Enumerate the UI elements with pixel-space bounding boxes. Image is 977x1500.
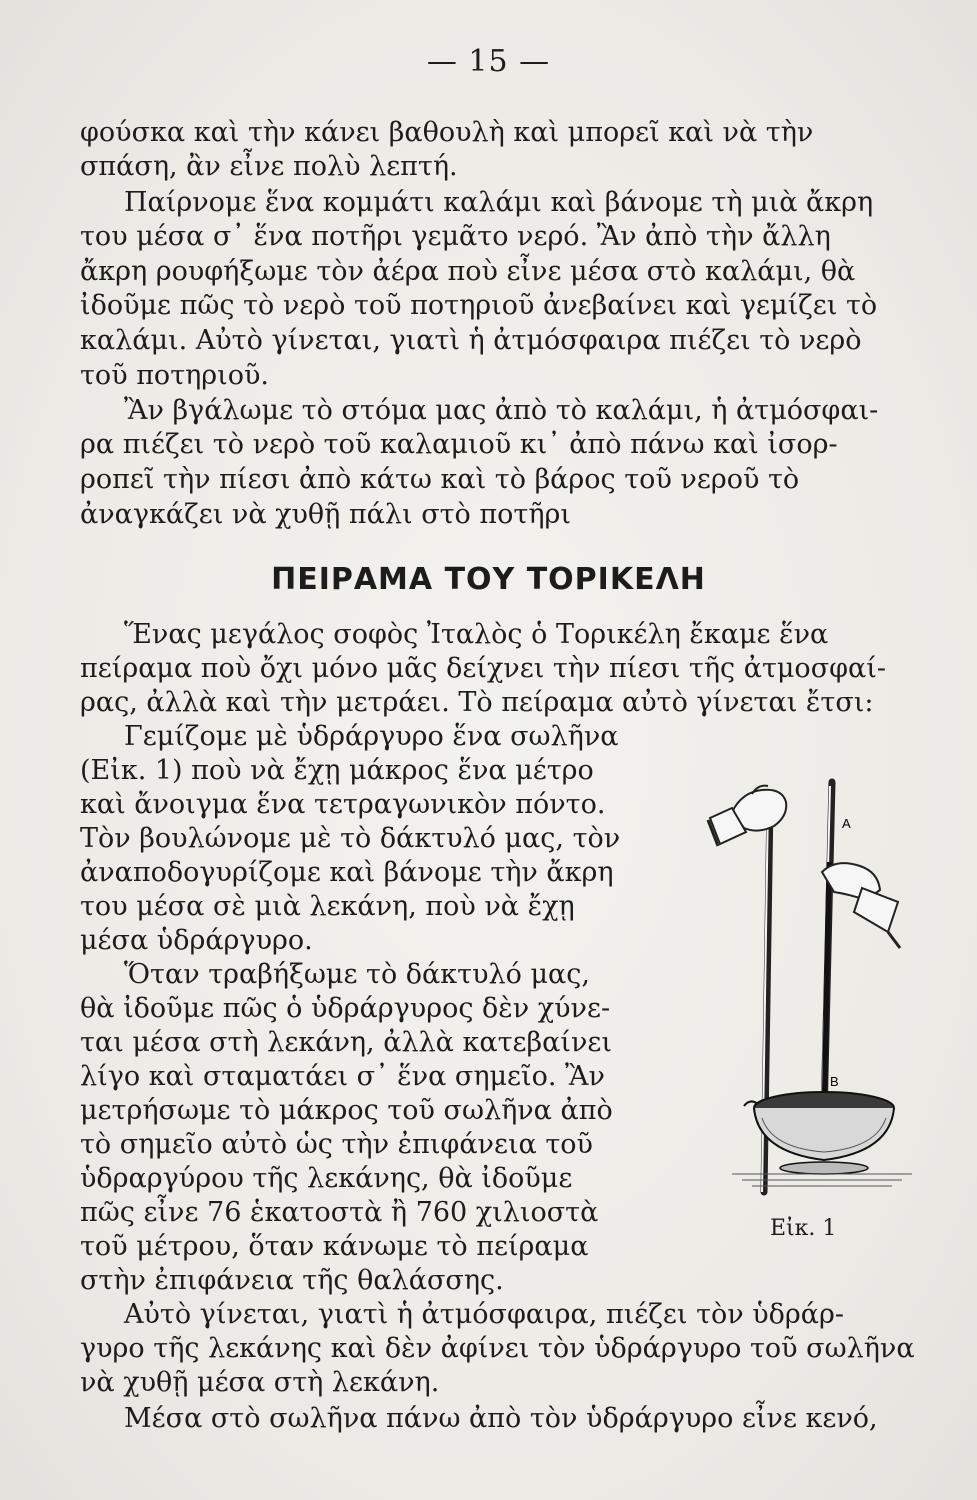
text-line: πῶς εἶνε 76 ἑκατοστὰ ἢ 760 χιλιοστὰ xyxy=(80,1197,599,1228)
text-line: πείραμα ποὺ ὄχι μόνο μᾶς δείχνει τὴν πίεσι τῆς ἀτμοσφαί- xyxy=(80,653,886,684)
text-line: ρας, ἀλλὰ καὶ τὴν μετράει. Τὸ πείραμα αὐτὸ γίνεται ἔτσι: xyxy=(80,687,874,718)
text-line: μέσα ὑδράργυρο. xyxy=(80,925,313,956)
text-line: καὶ ἄνοιγμα ἕνα τετραγωνικὸν πόντο. xyxy=(80,789,606,820)
text-line: γυρο τῆς λεκάνης καὶ δὲν ἀφίνει τὸν ὑδράργυρο τοῦ σωλῆνα xyxy=(80,1333,915,1364)
label-b: Β xyxy=(830,1074,839,1089)
text-line: ἀναποδογυρίζομε καὶ βάνομε τὴν ἄκρη xyxy=(80,857,614,888)
text-line: σπάση, ἂν εἶνε πολὺ λεπτή. xyxy=(80,151,458,182)
text-line: καλάμι. Αὐτὸ γίνεται, γιατὶ ἡ ἀτμόσφαιρα πιέζει τὸ νερὸ xyxy=(80,325,862,356)
text-line: (Εἰκ. 1) ποὺ νὰ ἔχῃ μάκρος ἕνα μέτρο xyxy=(80,755,594,786)
text-line: τοῦ ποτηριοῦ. xyxy=(80,360,270,391)
right-hand-icon xyxy=(822,863,900,948)
text-line: Τὸν βουλώνομε μὲ τὸ δάκτυλό μας, τὸν xyxy=(80,823,621,854)
torricelli-figure xyxy=(702,772,920,1212)
text-line: ἰδοῦμε πῶς τὸ νερὸ τοῦ ποτηριοῦ ἀνεβαίνει καὶ γεμίζει τὸ xyxy=(80,290,878,321)
text-line: τοῦ μέτρου, ὅταν κάνωμε τὸ πείραμα xyxy=(80,1231,589,1262)
text-line: στὴν ἐπιφάνεια τῆς θαλάσσης. xyxy=(80,1265,504,1296)
text-line: ται μέσα στὴ λεκάνη, ἀλλὰ κατεβαίνει xyxy=(80,1027,612,1058)
left-hand-icon xyxy=(708,786,786,846)
text-line: λίγο καὶ σταματάει σ᾽ ἕνα σημεῖο. Ἂν xyxy=(80,1061,605,1092)
text-line: ὑδραργύρου τῆς λεκάνης, θὰ ἰδοῦμε xyxy=(80,1163,573,1194)
page-number: — 15 — xyxy=(426,44,551,79)
text-line: Παίρνομε ἕνα κομμάτι καλάμι καὶ βάνομε τὴ μιὰ ἄκρη xyxy=(124,187,874,218)
text-line: Ἕνας μεγάλος σοφὸς Ἰταλὸς ὁ Τορικέλη ἔκαμε ἕνα xyxy=(124,619,829,650)
ground-hatching xyxy=(732,1174,912,1186)
text-line: θὰ ἰδοῦμε πῶς ὁ ὑδράργυρος δὲν χύνε- xyxy=(80,993,611,1024)
text-line: μετρήσωμε τὸ μάκρος τοῦ σωλῆνα ἀπὸ xyxy=(80,1095,613,1126)
text-line: τὸ σημεῖο αὐτὸ ὡς τὴν ἐπιφάνεια τοῦ xyxy=(80,1129,593,1160)
text-line: του μέσα σ᾽ ἕνα ποτῆρι γεμᾶτο νερό. Ἂν ἀπὸ τὴν ἄλλη xyxy=(80,221,831,252)
text-line: Μέσα στὸ σωλῆνα πάνω ἀπὸ τὸν ὑδράργυρο εἶνε κενό, xyxy=(124,1403,878,1434)
text-line: του μέσα σὲ μιὰ λεκάνη, ποὺ νὰ ἔχῃ xyxy=(80,891,575,922)
text-line: Ἂν βγάλωμε τὸ στόμα μας ἀπὸ τὸ καλάμι, ἡ ἀτμόσφαι- xyxy=(124,395,879,426)
text-line: Αὐτὸ γίνεται, γιατὶ ἡ ἀτμόσφαιρα, πιέζει τὸν ὑδράρ- xyxy=(124,1299,845,1330)
section-title: ΠΕΙΡΑΜΑ ΤΟΥ ΤΟΡΙΚΕΛΗ xyxy=(271,562,706,597)
label-a: Α xyxy=(842,816,851,831)
text-line: ἀναγκάζει νὰ χυθῇ πάλι στὸ ποτῆρι xyxy=(80,499,571,530)
text-line: Ὅταν τραβήξωμε τὸ δάκτυλό μας, xyxy=(124,959,590,990)
text-line: ροπεῖ τὴν πίεσι ἀπὸ κάτω καὶ τὸ βάρος τοῦ νεροῦ τὸ xyxy=(80,464,800,495)
text-line: Γεμίζομε μὲ ὑδράργυρο ἕνα σωλῆνα xyxy=(124,721,619,752)
text-line: ἄκρη ρουφήξωμε τὸν ἀέρα ποὺ εἶνε μέσα στὸ καλάμι, θὰ xyxy=(80,256,856,287)
text-line: ρα πιέζει τὸ νερὸ τοῦ καλαμιοῦ κι᾽ ἀπὸ πάνω καὶ ἰσορ- xyxy=(80,429,838,460)
text-line: φούσκα καὶ τὴν κάνει βαθουλὴ καὶ μπορεῖ καὶ νὰ τὴν xyxy=(80,117,814,148)
figure-caption: Εἰκ. 1 xyxy=(770,1216,837,1241)
text-line: νὰ χυθῇ μέσα στὴ λεκάνη. xyxy=(80,1367,440,1398)
